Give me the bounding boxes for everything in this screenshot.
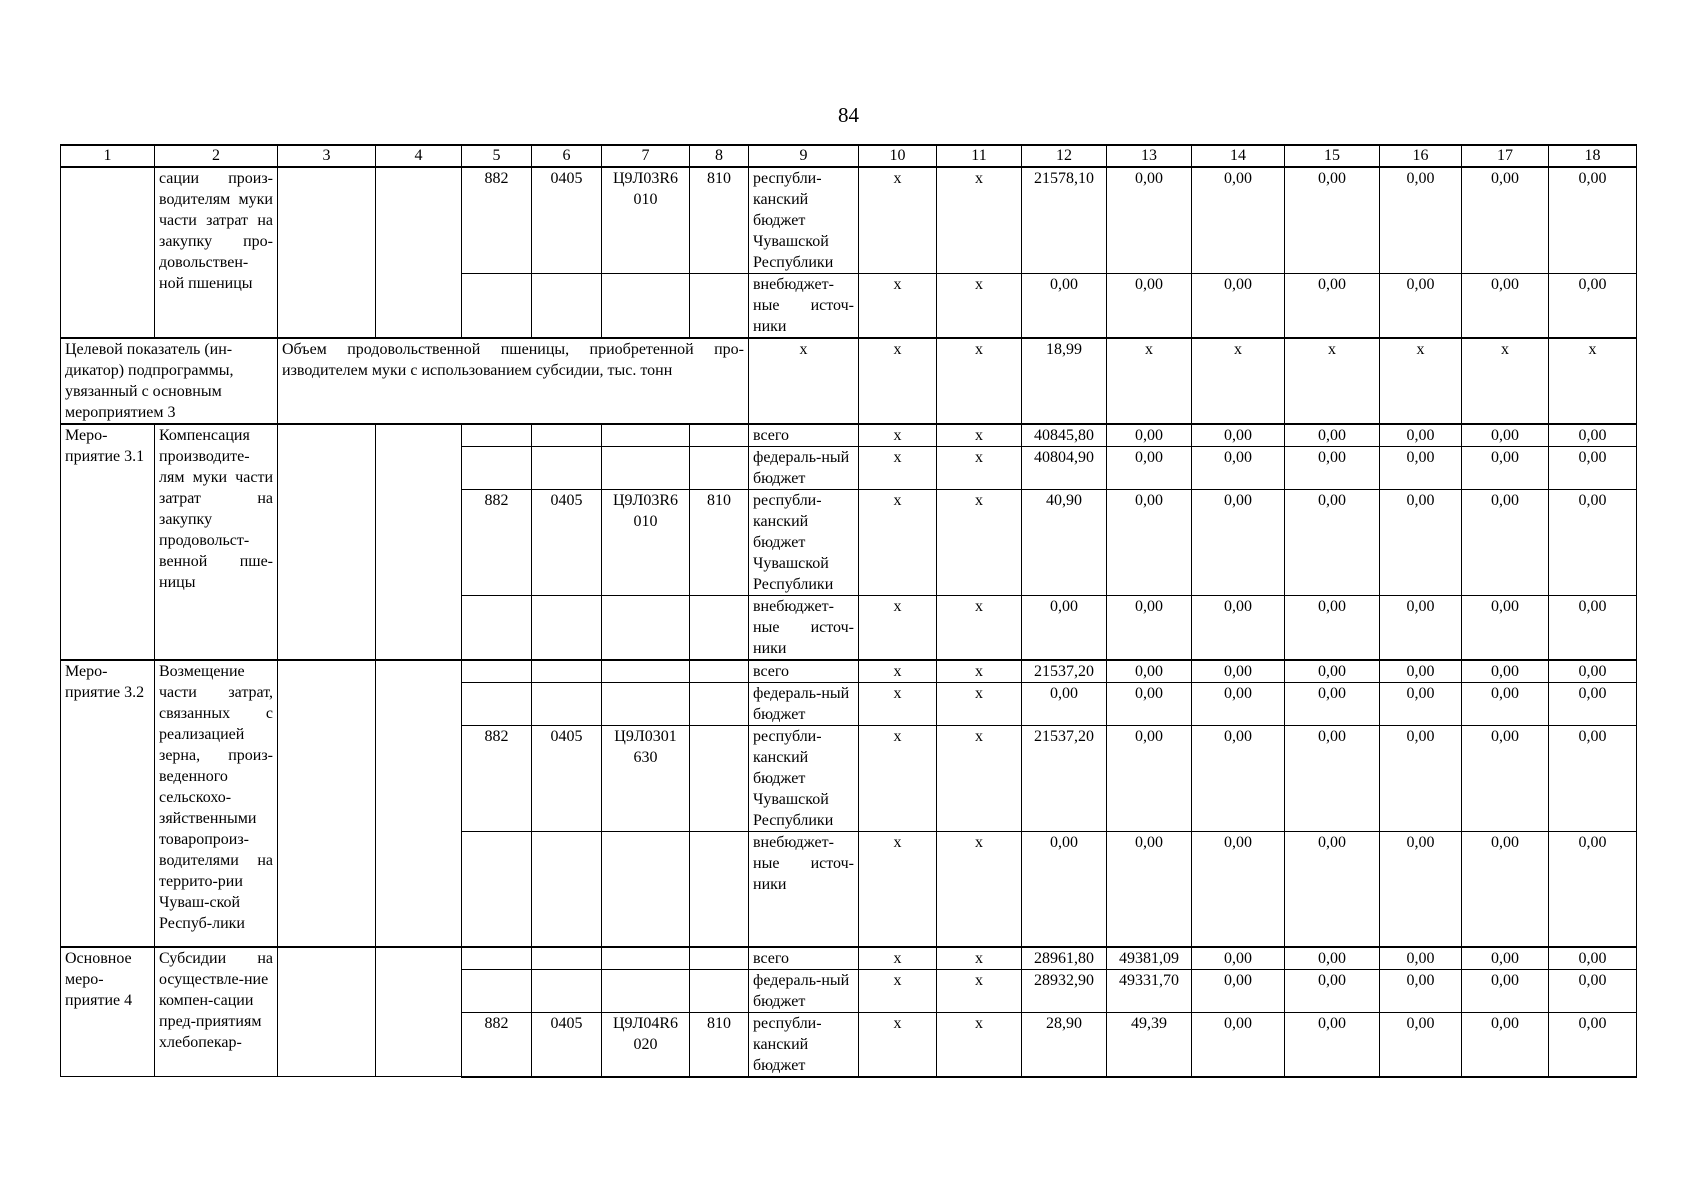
expense-type-cell	[690, 683, 749, 726]
amount-cell: 0,00	[1380, 683, 1462, 726]
amount-cell: 0,00	[1107, 447, 1192, 490]
amount-cell: 0,00	[1462, 1012, 1549, 1077]
indicator-value-cell: x	[1380, 338, 1462, 424]
funding-source-cell: федераль-ный бюджет	[749, 969, 859, 1012]
amount-cell: 0,00	[1549, 969, 1637, 1012]
target-article-cell	[602, 660, 690, 683]
grbs-code-cell	[462, 947, 532, 970]
col-number: 12	[1022, 145, 1107, 167]
amount-cell: 49381,09	[1107, 947, 1192, 970]
col-number: 11	[937, 145, 1022, 167]
section-code-cell: 0405	[532, 490, 602, 596]
amount-cell: 28961,80	[1022, 947, 1107, 970]
funding-source-cell: внебюджет-ные источ-ники	[749, 274, 859, 339]
target-article-cell	[602, 683, 690, 726]
target-article-cell	[602, 832, 690, 947]
grbs-code-cell: 882	[462, 490, 532, 596]
amount-cell: 21537,20	[1022, 726, 1107, 832]
funding-source-cell: всего	[749, 947, 859, 970]
amount-cell: 0,00	[1192, 726, 1285, 832]
expense-type-cell	[690, 726, 749, 832]
amount-cell: 0,00	[1380, 447, 1462, 490]
funding-source-cell: федераль-ный бюджет	[749, 447, 859, 490]
funding-source-cell: республи-канский бюджет Чувашской Республики	[749, 167, 859, 274]
budget-table	[60, 144, 1637, 1078]
amount-cell: 0,00	[1022, 832, 1107, 947]
event-name-cell: сации произ-водителям муки части затрат на закупку про-довольствен-ной пшеницы	[155, 167, 278, 338]
amount-cell: 0,00	[1549, 726, 1637, 832]
amount-cell: 0,00	[1285, 424, 1380, 447]
target-article-cell: Ц9Л03R6 010	[602, 167, 690, 274]
amount-cell: 0,00	[1107, 726, 1192, 832]
target-article-cell	[602, 447, 690, 490]
amount-cell: 0,00	[1462, 726, 1549, 832]
amount-cell: 0,00	[1462, 274, 1549, 339]
co-executor-cell	[376, 947, 462, 1077]
grbs-code-cell	[462, 683, 532, 726]
amount-cell: 0,00	[1462, 167, 1549, 274]
amount-cell: 0,00	[1107, 660, 1192, 683]
target-article-cell	[602, 969, 690, 1012]
amount-cell: 0,00	[1107, 424, 1192, 447]
amount-cell: 0,00	[1380, 969, 1462, 1012]
amount-cell: x	[859, 490, 937, 596]
amount-cell: 0,00	[1107, 167, 1192, 274]
indicator-value-cell: 18,99	[1022, 338, 1107, 424]
amount-cell: 0,00	[1380, 832, 1462, 947]
amount-cell: 0,00	[1462, 490, 1549, 596]
grbs-code-cell: 882	[462, 1012, 532, 1077]
section-code-cell	[532, 947, 602, 970]
grbs-code-cell	[462, 832, 532, 947]
funding-source-cell: внебюджет-ные источ-ники	[749, 596, 859, 661]
target-article-cell: Ц9Л03R6 010	[602, 490, 690, 596]
amount-cell: 0,00	[1285, 167, 1380, 274]
col-number: 10	[859, 145, 937, 167]
amount-cell: 0,00	[1549, 447, 1637, 490]
amount-cell: 0,00	[1549, 274, 1637, 339]
expense-type-cell: 810	[690, 167, 749, 274]
amount-cell: 0,00	[1380, 167, 1462, 274]
amount-cell: 0,00	[1192, 832, 1285, 947]
amount-cell: 0,00	[1192, 660, 1285, 683]
indicator-value-cell: x	[1192, 338, 1285, 424]
indicator-text-cell: Объем продовольственной пшеницы, приобретенной про-изводителем муки с использованием субсидии, тыс. тонн	[278, 338, 749, 424]
section-code-cell: 0405	[532, 167, 602, 274]
event-name-cell: Субсидии на осуществле-ние компен-сации пред-приятиям хлебопекар-	[155, 947, 278, 1077]
section-code-cell	[532, 424, 602, 447]
amount-cell: 0,00	[1462, 660, 1549, 683]
target-article-cell	[602, 596, 690, 661]
responsible-executor-cell	[278, 424, 376, 660]
amount-cell: 0,00	[1380, 660, 1462, 683]
amount-cell: 0,00	[1285, 274, 1380, 339]
co-executor-cell	[376, 424, 462, 660]
event-name-cell: Компенсация производите-лям муки части затрат на закупку продовольст-венной пше-ницы	[155, 424, 278, 660]
col-number: 4	[376, 145, 462, 167]
amount-cell: 0,00	[1549, 167, 1637, 274]
table-row	[61, 424, 1637, 447]
section-code-cell	[532, 969, 602, 1012]
amount-cell: 0,00	[1107, 596, 1192, 661]
amount-cell: x	[937, 660, 1022, 683]
amount-cell: 0,00	[1192, 447, 1285, 490]
co-executor-cell	[376, 167, 462, 338]
amount-cell: 0,00	[1380, 726, 1462, 832]
amount-cell: 0,00	[1549, 832, 1637, 947]
amount-cell: 0,00	[1462, 947, 1549, 970]
grbs-code-cell	[462, 596, 532, 661]
grbs-code-cell	[462, 447, 532, 490]
amount-cell: 0,00	[1462, 832, 1549, 947]
amount-cell: x	[859, 424, 937, 447]
col-number: 3	[278, 145, 376, 167]
expense-type-cell	[690, 660, 749, 683]
amount-cell: 40845,80	[1022, 424, 1107, 447]
amount-cell: 49,39	[1107, 1012, 1192, 1077]
amount-cell: 0,00	[1549, 490, 1637, 596]
amount-cell: 21537,20	[1022, 660, 1107, 683]
table-row	[61, 167, 1637, 274]
amount-cell: 0,00	[1380, 424, 1462, 447]
funding-source-cell: республи-канский бюджет Чувашской Республики	[749, 490, 859, 596]
amount-cell: x	[859, 274, 937, 339]
section-code-cell: 0405	[532, 726, 602, 832]
amount-cell: x	[937, 969, 1022, 1012]
amount-cell: x	[859, 969, 937, 1012]
col-number: 2	[155, 145, 278, 167]
amount-cell: 40,90	[1022, 490, 1107, 596]
amount-cell: x	[937, 726, 1022, 832]
amount-cell: 0,00	[1192, 274, 1285, 339]
amount-cell: x	[859, 660, 937, 683]
amount-cell: 0,00	[1380, 596, 1462, 661]
funding-source-cell: всего	[749, 424, 859, 447]
col-number: 8	[690, 145, 749, 167]
grbs-code-cell: 882	[462, 167, 532, 274]
amount-cell: 0,00	[1380, 947, 1462, 970]
col-number: 17	[1462, 145, 1549, 167]
amount-cell: 0,00	[1549, 1012, 1637, 1077]
amount-cell: 0,00	[1462, 596, 1549, 661]
funding-source-cell: всего	[749, 660, 859, 683]
event-number-cell: Основное меро-приятие 4	[61, 947, 155, 1077]
expense-type-cell	[690, 274, 749, 339]
col-number: 1	[61, 145, 155, 167]
amount-cell: 0,00	[1107, 490, 1192, 596]
amount-cell: x	[859, 947, 937, 970]
funding-source-cell: республи-канский бюджет	[749, 1012, 859, 1077]
amount-cell: x	[859, 1012, 937, 1077]
section-code-cell	[532, 683, 602, 726]
expense-type-cell	[690, 596, 749, 661]
event-number-cell	[61, 167, 155, 338]
table-row	[61, 947, 1637, 970]
grbs-code-cell	[462, 274, 532, 339]
amount-cell: 0,00	[1192, 969, 1285, 1012]
amount-cell: 0,00	[1462, 969, 1549, 1012]
col-number: 16	[1380, 145, 1462, 167]
amount-cell: x	[937, 167, 1022, 274]
amount-cell: 0,00	[1462, 424, 1549, 447]
amount-cell: x	[859, 167, 937, 274]
amount-cell: 0,00	[1285, 832, 1380, 947]
expense-type-cell	[690, 424, 749, 447]
amount-cell: x	[937, 947, 1022, 970]
amount-cell: 0,00	[1192, 596, 1285, 661]
expense-type-cell	[690, 969, 749, 1012]
amount-cell: x	[859, 447, 937, 490]
amount-cell: x	[859, 726, 937, 832]
grbs-code-cell	[462, 969, 532, 1012]
co-executor-cell	[376, 660, 462, 947]
expense-type-cell	[690, 447, 749, 490]
amount-cell: 0,00	[1107, 683, 1192, 726]
amount-cell: 49331,70	[1107, 969, 1192, 1012]
amount-cell: x	[859, 832, 937, 947]
column-number-header-row	[61, 145, 1637, 167]
section-code-cell	[532, 660, 602, 683]
amount-cell: 0,00	[1380, 490, 1462, 596]
amount-cell: 21578,10	[1022, 167, 1107, 274]
responsible-executor-cell	[278, 660, 376, 947]
target-article-cell	[602, 274, 690, 339]
amount-cell: 0,00	[1192, 490, 1285, 596]
amount-cell: 0,00	[1549, 424, 1637, 447]
indicator-value-cell: x	[859, 338, 937, 424]
amount-cell: x	[859, 683, 937, 726]
indicator-row	[61, 338, 1637, 424]
amount-cell: x	[859, 596, 937, 661]
amount-cell: 0,00	[1285, 1012, 1380, 1077]
table-row	[61, 660, 1637, 683]
amount-cell: x	[937, 596, 1022, 661]
expense-type-cell: 810	[690, 490, 749, 596]
amount-cell: 0,00	[1192, 1012, 1285, 1077]
target-article-cell: Ц9Л04R6 020	[602, 1012, 690, 1077]
amount-cell: 0,00	[1107, 274, 1192, 339]
amount-cell: 0,00	[1192, 167, 1285, 274]
amount-cell: 0,00	[1549, 947, 1637, 970]
page-number: 84	[838, 103, 859, 127]
amount-cell: 0,00	[1107, 832, 1192, 947]
section-code-cell	[532, 596, 602, 661]
grbs-code-cell	[462, 660, 532, 683]
funding-source-cell: федераль-ный бюджет	[749, 683, 859, 726]
expense-type-cell	[690, 947, 749, 970]
col-number: 14	[1192, 145, 1285, 167]
amount-cell: 28,90	[1022, 1012, 1107, 1077]
indicator-value-cell: x	[937, 338, 1022, 424]
section-code-cell: 0405	[532, 1012, 602, 1077]
section-code-cell	[532, 274, 602, 339]
amount-cell: 40804,90	[1022, 447, 1107, 490]
expense-type-cell: 810	[690, 1012, 749, 1077]
responsible-executor-cell	[278, 167, 376, 338]
amount-cell: 0,00	[1285, 683, 1380, 726]
amount-cell: 0,00	[1285, 969, 1380, 1012]
indicator-value-cell: x	[1462, 338, 1549, 424]
amount-cell: 0,00	[1380, 1012, 1462, 1077]
event-name-cell: Возмещение части затрат, связанных с реализацией зерна, произ-веденного сельскохо-зяйственными товаропроиз-водителями на террито-рии Чуваш-ской Респуб-лики	[155, 660, 278, 947]
col-number: 7	[602, 145, 690, 167]
section-code-cell	[532, 447, 602, 490]
grbs-code-cell	[462, 424, 532, 447]
amount-cell: 0,00	[1192, 947, 1285, 970]
col-number: 18	[1549, 145, 1637, 167]
target-article-cell	[602, 424, 690, 447]
section-code-cell	[532, 832, 602, 947]
amount-cell: x	[937, 274, 1022, 339]
grbs-code-cell: 882	[462, 726, 532, 832]
target-article-cell: Ц9Л0301 630	[602, 726, 690, 832]
amount-cell: 0,00	[1549, 596, 1637, 661]
amount-cell: 0,00	[1380, 274, 1462, 339]
amount-cell: x	[937, 490, 1022, 596]
target-article-cell	[602, 947, 690, 970]
col-number: 13	[1107, 145, 1192, 167]
indicator-value-cell: x	[749, 338, 859, 424]
amount-cell: 0,00	[1285, 447, 1380, 490]
col-number: 6	[532, 145, 602, 167]
indicator-value-cell: x	[1549, 338, 1637, 424]
amount-cell: x	[937, 1012, 1022, 1077]
amount-cell: 28932,90	[1022, 969, 1107, 1012]
amount-cell: x	[937, 424, 1022, 447]
indicator-value-cell: x	[1107, 338, 1192, 424]
amount-cell: 0,00	[1462, 447, 1549, 490]
indicator-label-cell: Целевой показатель (ин-дикатор) подпрограммы, увязанный с основным мероприятием 3	[61, 338, 278, 424]
amount-cell: 0,00	[1022, 683, 1107, 726]
amount-cell: 0,00	[1192, 683, 1285, 726]
amount-cell: 0,00	[1549, 683, 1637, 726]
amount-cell: 0,00	[1285, 947, 1380, 970]
funding-source-cell: внебюджет-ные источ-ники	[749, 832, 859, 947]
amount-cell: 0,00	[1285, 660, 1380, 683]
amount-cell: 0,00	[1549, 660, 1637, 683]
col-number: 15	[1285, 145, 1380, 167]
indicator-value-cell: x	[1285, 338, 1380, 424]
amount-cell: 0,00	[1022, 596, 1107, 661]
event-number-cell: Меро-приятие 3.2	[61, 660, 155, 947]
expense-type-cell	[690, 832, 749, 947]
amount-cell: 0,00	[1285, 490, 1380, 596]
col-number: 9	[749, 145, 859, 167]
col-number: 5	[462, 145, 532, 167]
amount-cell: 0,00	[1462, 683, 1549, 726]
amount-cell: 0,00	[1192, 424, 1285, 447]
funding-source-cell: республи-канский бюджет Чувашской Республики	[749, 726, 859, 832]
amount-cell: x	[937, 447, 1022, 490]
responsible-executor-cell	[278, 947, 376, 1077]
amount-cell: 0,00	[1022, 274, 1107, 339]
amount-cell: 0,00	[1285, 596, 1380, 661]
amount-cell: x	[937, 832, 1022, 947]
amount-cell: 0,00	[1285, 726, 1380, 832]
amount-cell: x	[937, 683, 1022, 726]
event-number-cell: Меро-приятие 3.1	[61, 424, 155, 660]
